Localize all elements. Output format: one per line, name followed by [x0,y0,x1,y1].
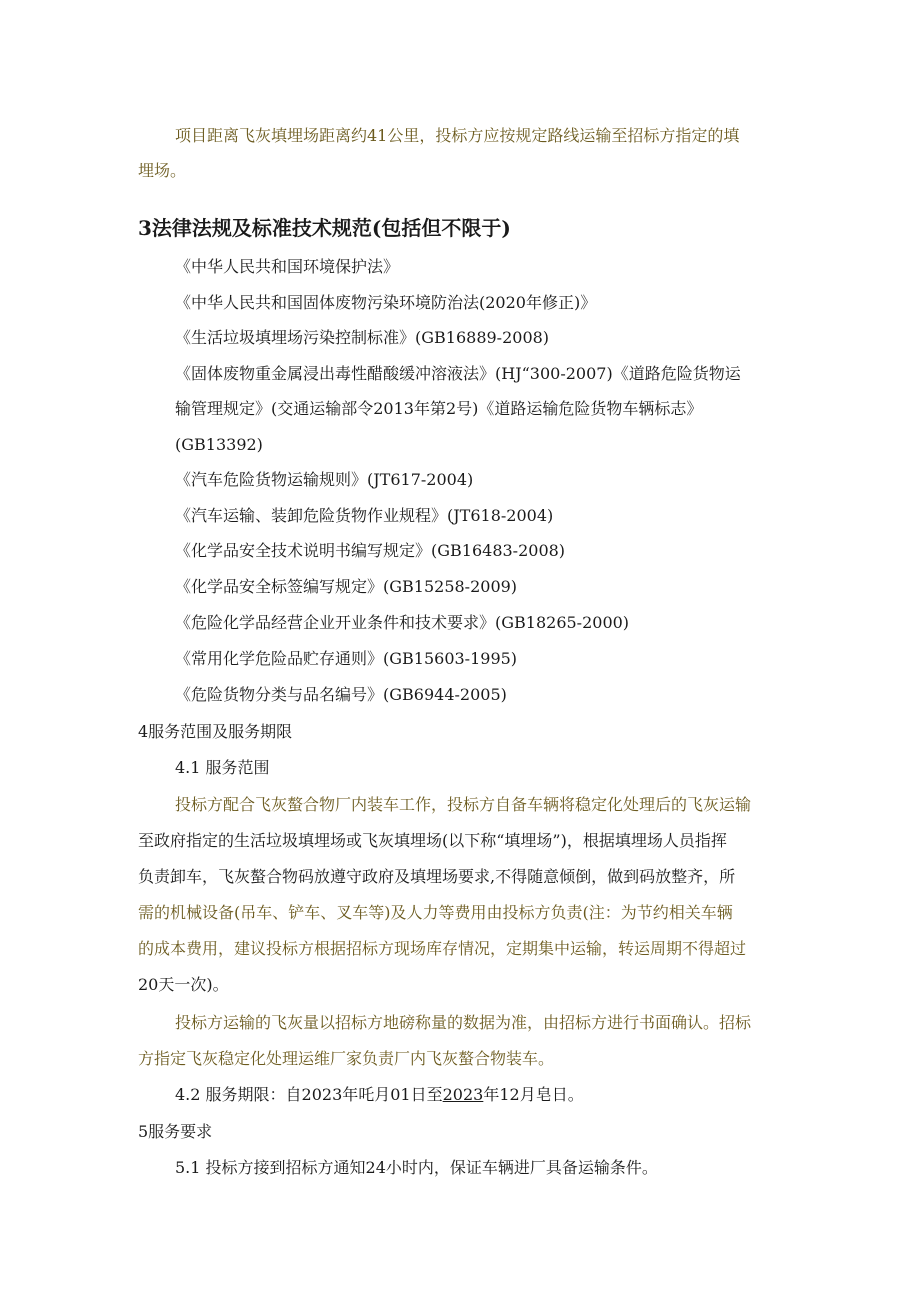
section-5-1: 5.1 投标方接到招标方通知24小时内，保证车辆进厂具备运输条件。 [175,1158,658,1177]
law-item: 《中华人民共和国环境保护法》 [175,257,400,276]
service-scope-line: 至政府指定的生活垃圾填埋场或飞灰填埋场(以下称“填埋场”)，根据填埋场人员指挥 [138,831,727,850]
section-4-heading: 4服务范围及服务期限 [138,722,293,741]
law-item: 《汽车危险货物运输规则》(JT617-2004) [175,470,474,489]
law-item: 《危险化学品经营企业开业条件和技术要求》(GB18265-2000) [175,613,630,632]
service-period-end: 年12月皂日。 [483,1085,584,1104]
section-5-heading: 5服务要求 [138,1122,213,1141]
law-item: 《化学品安全技术说明书编写规定》(GB16483-2008) [175,541,566,560]
service-period-start: 4.2 服务期限：自2023年吒月01日至 [175,1085,443,1104]
service-period-year: 2023 [442,1085,484,1104]
law-item: 《固体废物重金属浸出毒性醋酸缓冲溶液法》(HJ“300-2007)《道路危险货物运 [175,364,741,383]
section-4-1-heading: 4.1 服务范围 [175,758,270,777]
service-scope-line: 的成本费用，建议投标方根据招标方现场库存情况，定期集中运输，转运周期不得超过 [138,939,747,958]
section-3-heading: 3法律法规及标准技术规范(包括但不限于) [138,216,511,240]
intro-line-2: 埋场。 [138,161,187,180]
intro-line-1: 项目距离飞灰填埋场距离约41公里，投标方应按规定路线运输至招标方指定的填 [175,126,740,145]
service-scope-line: 负责卸车，飞灰螯合物码放遵守政府及填埋场要求,不得随意倾倒，做到码放整齐，所 [138,867,736,886]
service-scope-line: 投标方配合飞灰螯合物厂内装车工作，投标方自备车辆将稳定化处理后的飞灰运输 [175,795,752,814]
law-item: 《化学品安全标签编写规定》(GB15258-2009) [175,577,518,596]
law-item: 《危险货物分类与品名编号》(GB6944-2005) [175,685,507,704]
weighing-line: 方指定飞灰稳定化处理运维厂家负责厂内飞灰螯合物装车。 [138,1049,555,1068]
law-item: 《中华人民共和国固体废物污染环境防治法(2020年修正)》 [175,293,597,312]
law-item: 《常用化学危险品贮存通则》(GB15603-1995) [175,649,518,668]
service-scope-line: 需的机械设备(吊车、铲车、叉车等)及人力等费用由投标方负责(注：为节约相关车辆 [138,903,733,922]
service-scope-line: 20天一次)。 [138,975,229,994]
weighing-line: 投标方运输的飞灰量以招标方地磅称量的数据为准，由招标方进行书面确认。招标 [175,1013,752,1032]
law-item-continued: 输管理规定》(交通运输部令2013年第2号)《道路运输危险货物车辆标志》 [175,399,703,418]
law-item: 《生活垃圾填埋场污染控制标准》(GB16889-2008) [175,328,550,347]
law-item-continued: (GB13392) [175,435,263,454]
law-item: 《汽车运输、装卸危险货物作业规程》(JT618-2004) [175,506,554,525]
section-4-2-service-period [175,1077,825,1113]
